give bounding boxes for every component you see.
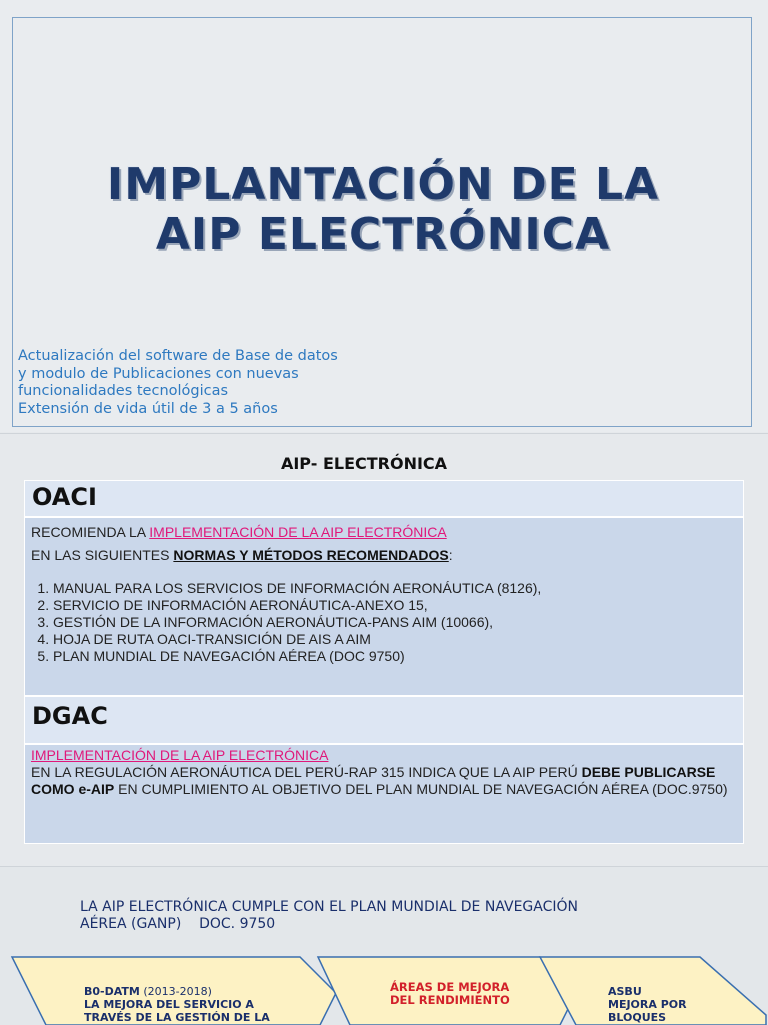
box1-code: B0-DATM	[84, 985, 140, 998]
dgac-link-line	[31, 747, 737, 764]
oaci-norms-suffix: :	[448, 547, 453, 563]
box3-line-1: ASBU	[608, 985, 642, 998]
box3-line-2: MEJORA POR	[608, 998, 687, 1011]
slide-heading: AIP- ELECTRÓNICA	[280, 454, 448, 473]
list-item: 2. SERVICIO DE INFORMACIÓN AERONÁUTICA-ANEXO 15,	[53, 597, 737, 614]
ganp-statement	[80, 899, 700, 933]
subtitle-line: funcionalidades tecnológicas	[18, 383, 229, 399]
subtitle-line: Extensión de vida útil de 3 a 5 años	[18, 400, 278, 417]
list-item: 3. GESTIÓN DE LA INFORMACIÓN AERONÁUTICA-PANS AIM (10066),	[53, 614, 737, 631]
slide-aip-electronica	[0, 433, 768, 866]
oaci-recommendation	[31, 524, 737, 541]
list-item: 5. PLAN MUNDIAL DE NAVEGACIÓN AÉREA (DOC 9750)	[53, 648, 737, 665]
subtitle-line: y modulo de Publicaciones con nuevas	[18, 365, 299, 382]
oaci-norms-bold: NORMAS Y MÉTODOS RECOMENDADOS	[173, 547, 449, 563]
subtitle-line: Actualización del software de Base de datos	[18, 348, 338, 364]
box2-line-2: DEL RENDIMIENTO	[390, 993, 510, 1007]
box3-line-3: BLOQUES	[608, 1011, 667, 1024]
subtitle	[18, 348, 438, 418]
dgac-text-prefix: EN LA REGULACIÓN AERONÁUTICA DEL PERÚ-RAP 315 INDICA QUE LA AIP PERÚ	[31, 764, 582, 780]
asbu-boxes	[0, 955, 768, 1025]
box1-line-3: TRAVÉS DE LA GESTIÓN DE LA	[84, 1011, 270, 1024]
slide-title-frame	[12, 17, 752, 427]
list-item: 1. MANUAL PARA LOS SERVICIOS DE INFORMACIÓN AERONÁUTICA (8126),	[53, 580, 737, 597]
ganp-line-2: AÉREA (GANP) DOC. 9750	[80, 916, 276, 932]
main-title-line-2: AIP ELECTRÓNICA	[155, 209, 611, 260]
box2-label	[390, 981, 550, 1007]
box1-line-2: LA MEJORA DEL SERVICIO A	[84, 998, 254, 1011]
box1-label	[84, 985, 324, 1024]
oaci-norms-intro	[31, 547, 737, 564]
slide-title	[0, 0, 768, 432]
main-title	[13, 160, 753, 260]
oaci-recommendation-prefix: RECOMIENDA LA	[31, 524, 150, 540]
list-item: 4. HOJA DE RUTA OACI-TRANSICIÓN DE AIS A AIM	[53, 631, 737, 648]
dgac-text-bold: DEBE PUBLICARSE COMO e-AIP	[31, 764, 716, 797]
slide-ganp	[0, 866, 768, 1025]
oaci-implementation-link[interactable]: IMPLEMENTACIÓN DE LA AIP ELECTRÓNICA	[149, 524, 447, 540]
dgac-text-suffix: EN CUMPLIMIENTO AL OBJETIVO DEL PLAN MUNDIAL DE NAVEGACIÓN AÉREA (DOC.9750)	[114, 781, 728, 797]
box1-title	[84, 985, 324, 998]
dgac-implementation-link[interactable]: IMPLEMENTACIÓN DE LA AIP ELECTRÓNICA	[31, 747, 329, 763]
box1-years: (2013-2018)	[139, 985, 212, 998]
oaci-norms-prefix: EN LAS SIGUIENTES	[31, 547, 174, 563]
dgac-header: DGAC	[24, 696, 744, 744]
dgac-body	[24, 744, 744, 844]
box2-line-1: ÁREAS DE MEJORA	[390, 980, 510, 994]
box3-label	[608, 985, 728, 1024]
norms-list	[31, 580, 737, 665]
main-title-line-1: IMPLANTACIÓN DE LA	[106, 159, 660, 210]
oaci-body	[24, 517, 744, 696]
dgac-text	[31, 764, 737, 798]
ganp-line-1: LA AIP ELECTRÓNICA CUMPLE CON EL PLAN MUNDIAL DE NAVEGACIÓN	[80, 899, 578, 915]
oaci-header: OACI	[24, 480, 744, 517]
